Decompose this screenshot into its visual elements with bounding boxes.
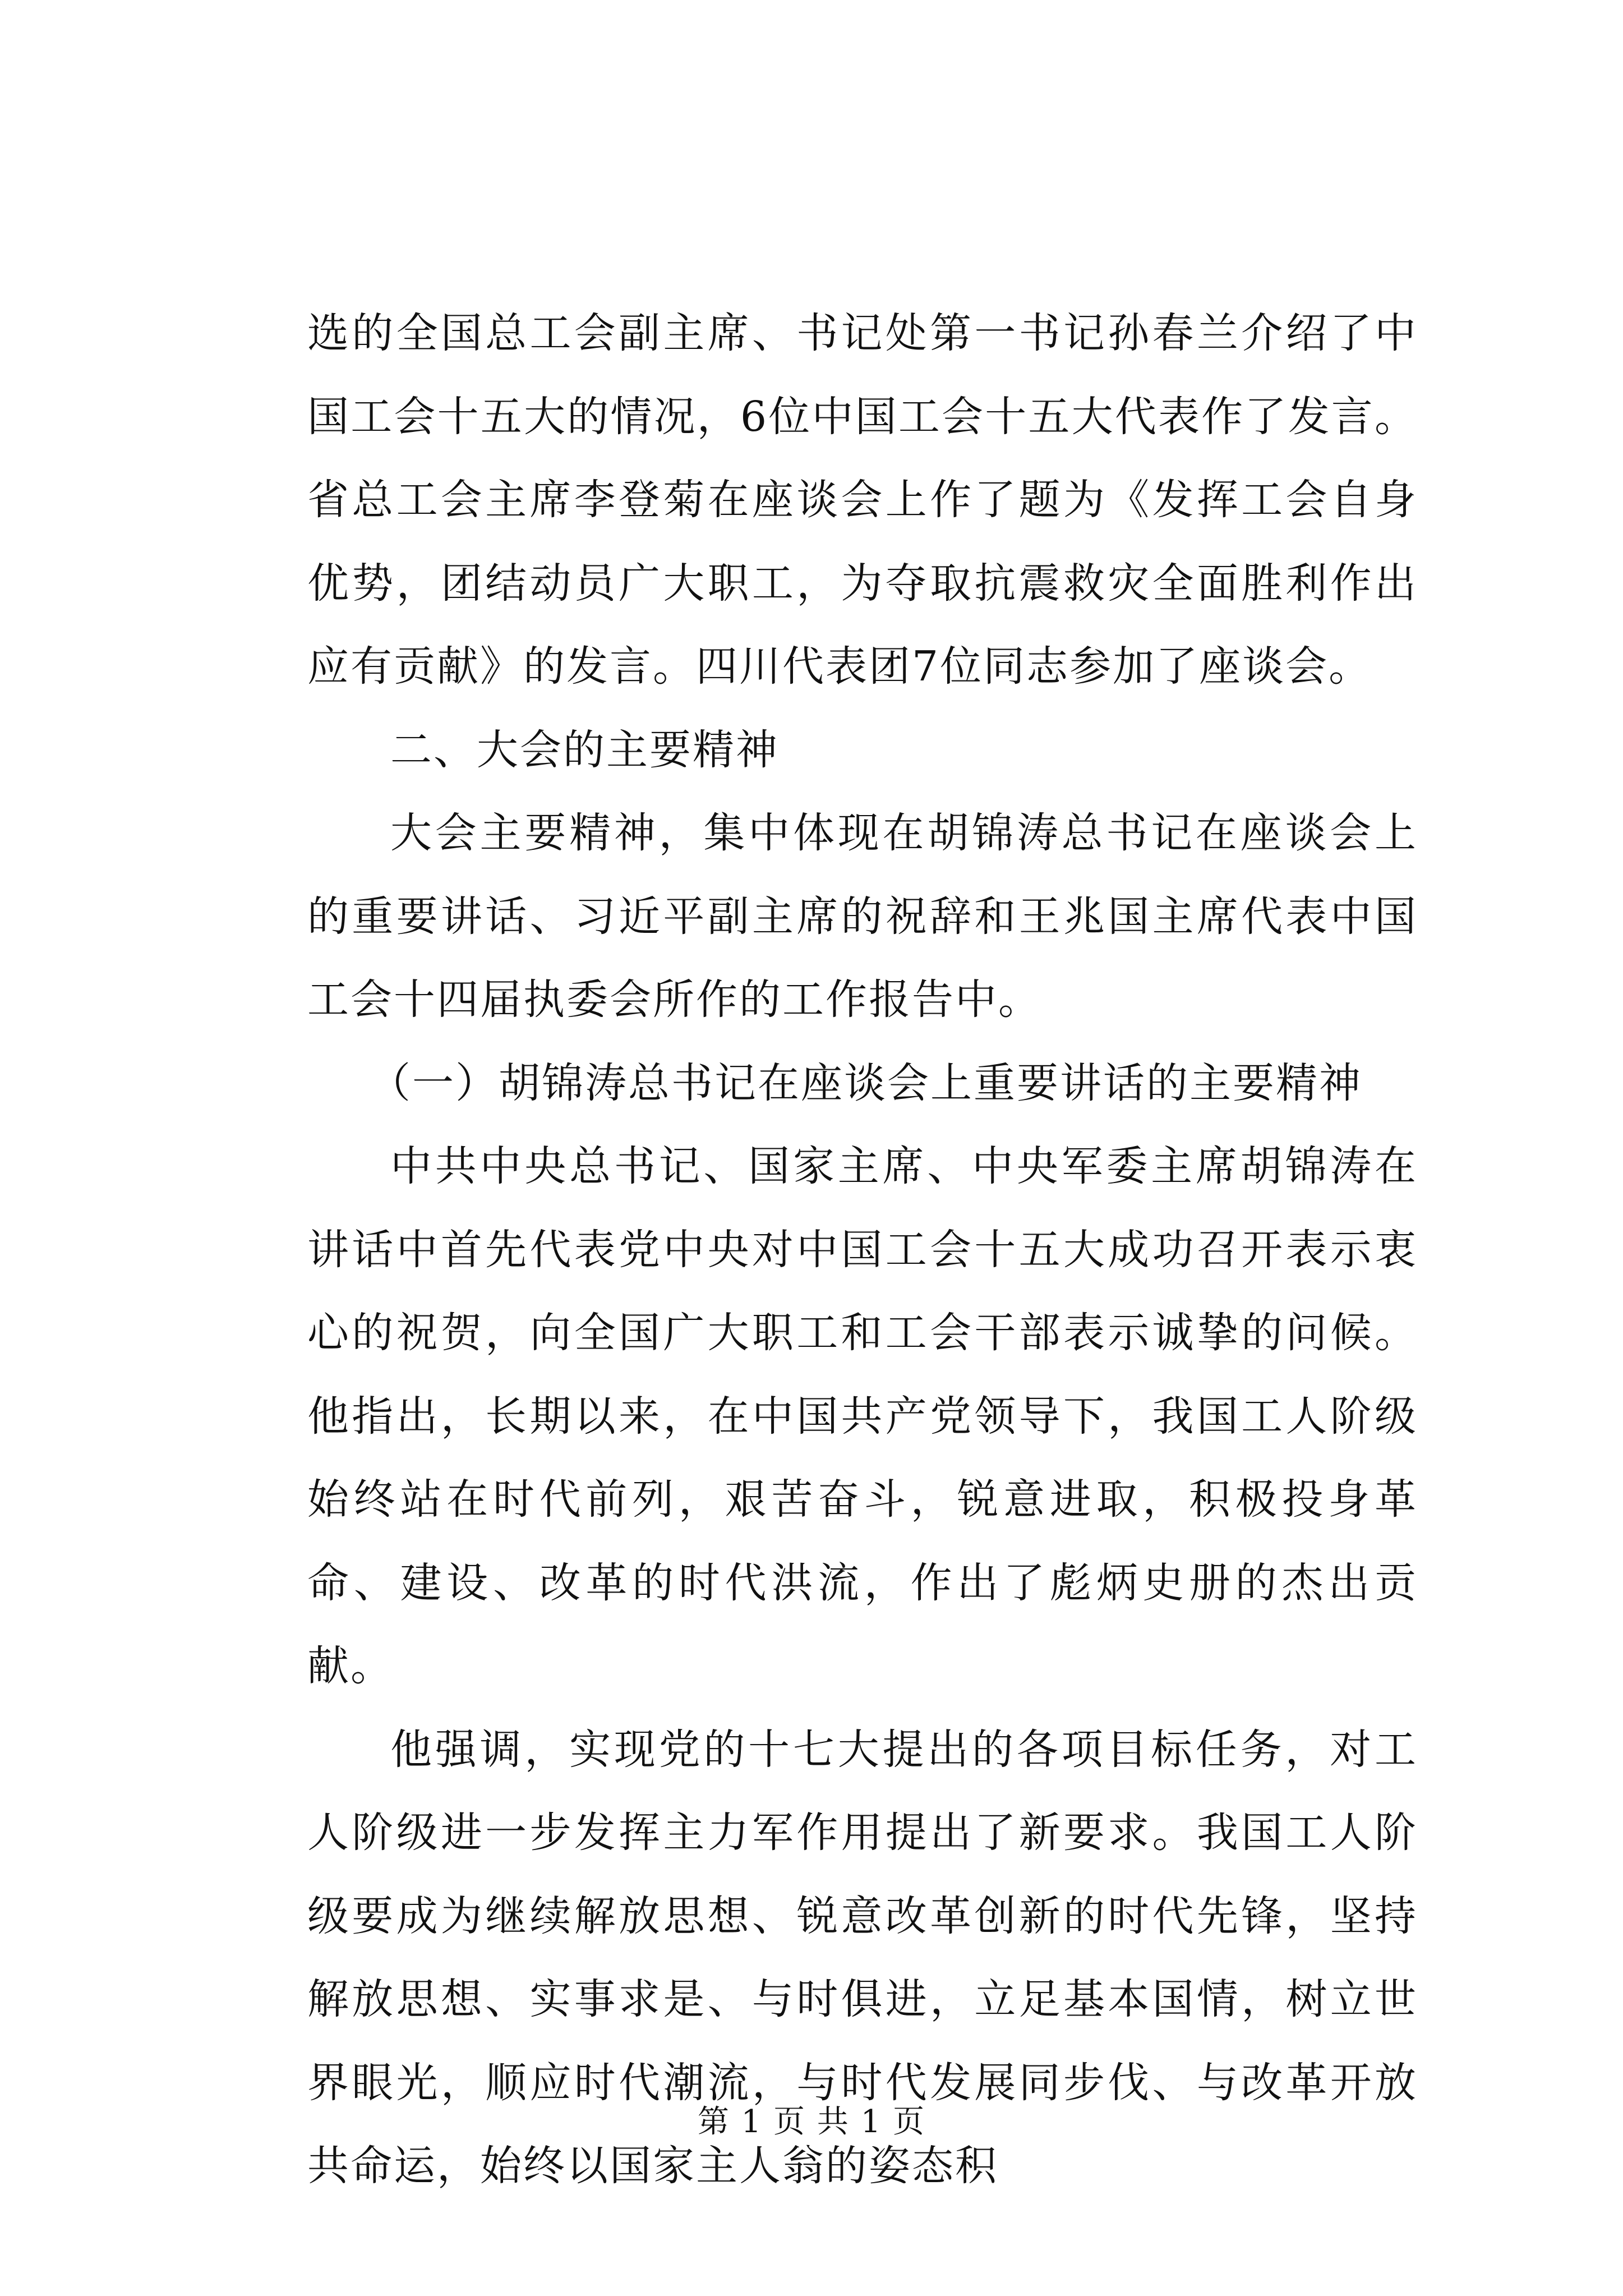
paragraph-continuation: 选的全国总工会副主席、书记处第一书记孙春兰介绍了中国工会十五大的情况，6位中国工会十五大代表作了发言。省总工会主席李登菊在座谈会上作了题为《发挥工会自身优势，团结动员广大职工，为夺取抗震救灾全面胜利作出应有贡献》的发言。四川代表团7位同志参加了座谈会。 xyxy=(307,309,1418,691)
document-body xyxy=(307,292,1418,2208)
section-heading: 二、大会的主要精神 xyxy=(390,725,779,774)
paragraph-main-spirit: 大会主要精神，集中体现在胡锦涛总书记在座谈会上的重要讲话、习近平副主席的祝辞和王兆国主席代表中国工会十四届执委会所作的工作报告中。 xyxy=(307,809,1418,1024)
paragraph-speech-summary: 中共中央总书记、国家主席、中央军委主席胡锦涛在讲话中首先代表党中央对中国工会十五大成功召开表示衷心的祝贺，向全国广大职工和工会干部表示诚挚的问候。他指出，长期以来，在中国共产党领导下，我国工人阶级始终站在时代前列，艰苦奋斗，锐意进取，积极投身革命、建设、改革的时代洪流，作出了彪炳史册的杰出贡献。 xyxy=(307,1142,1418,1690)
subsection-heading: （一）胡锦涛总书记在座谈会上重要讲话的主要精神 xyxy=(369,1059,1362,1107)
paragraph-emphasis: 他强调，实现党的十七大提出的各项目标任务，对工人阶级进一步发挥主力军作用提出了新要求。我国工人阶级要成为继续解放思想、锐意改革创新的时代先锋，坚持解放思想、实事求是、与时俱进，立足基本国情，树立世界眼光，顺应时代潮流，与时代发展同步伐、与改革开放共命运，始终以国家主人翁的姿态积 xyxy=(307,1725,1418,2190)
page-footer: 第 1 页 共 1 页 xyxy=(697,2104,926,2140)
